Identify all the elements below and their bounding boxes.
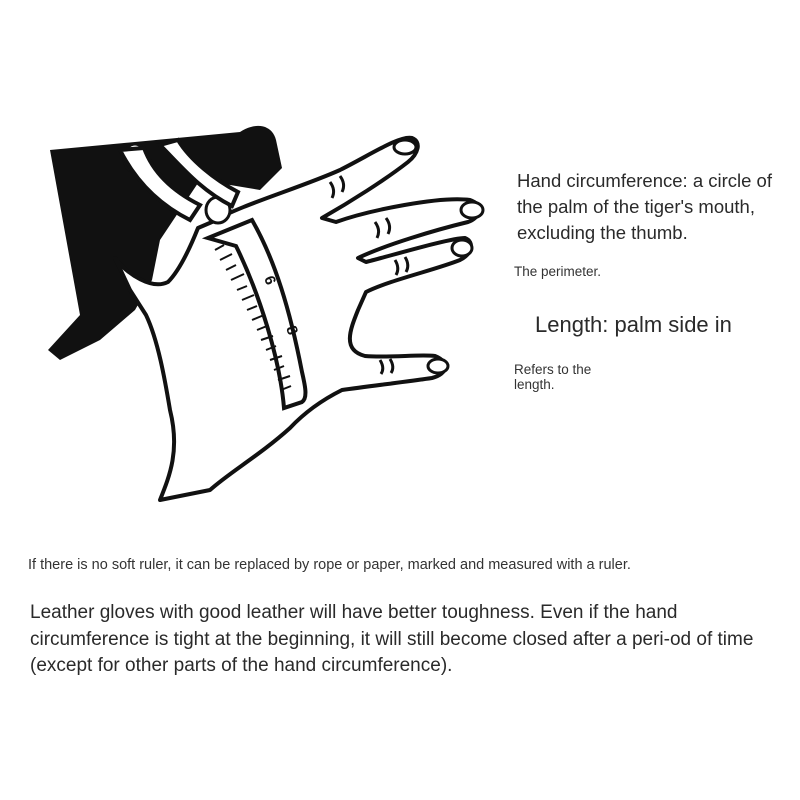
nail — [428, 359, 448, 373]
tape-number-8: 8 — [282, 323, 302, 338]
hand-circumference-label: Hand circumference: a circle of the palm of the tiger's mouth, excluding the thumb. — [517, 170, 772, 243]
leather-paragraph: Leather gloves with good leather will have better toughness. Even if the hand circumference is tight at the beginning, it will still become closed after a peri-od of time (except for other parts of the hand circumference). — [30, 602, 754, 676]
nail — [394, 140, 416, 154]
ruler-note: If there is no soft ruler, it can be replaced by rope or paper, marked and measured with a ruler. — [28, 557, 631, 573]
hand-measuring-tape-icon — [40, 110, 510, 510]
nail — [461, 202, 483, 218]
perimeter-label: The perimeter. — [514, 264, 602, 279]
refers-length-label: Refers to the length. — [514, 362, 592, 392]
length-title: Length: palm side in — [535, 312, 732, 337]
nail — [452, 240, 472, 256]
tape-number-6: 6 — [260, 273, 280, 288]
